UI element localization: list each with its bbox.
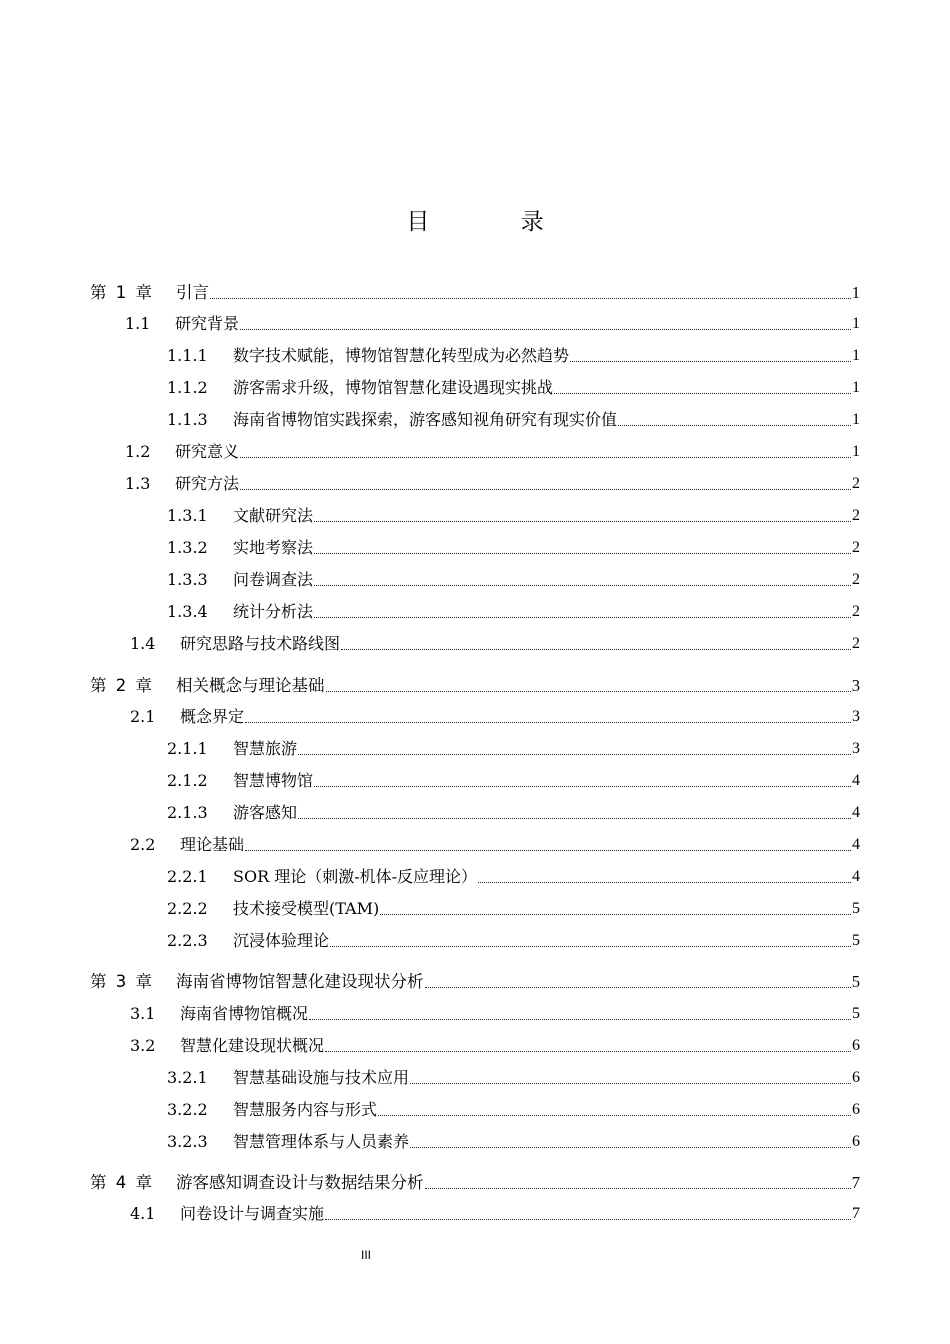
- toc-entry-number: 第 3 章: [90, 972, 152, 991]
- toc-entry-number: 2.1.1: [167, 739, 208, 758]
- toc-section-entry[interactable]: [130, 703, 860, 727]
- toc-entry-title: 智慧化建设现状概况: [180, 1036, 325, 1055]
- toc-section-entry[interactable]: [130, 1032, 860, 1056]
- dot-leader: [618, 424, 851, 426]
- toc-entry-title: 数字技术赋能，博物馆智慧化转型成为必然趋势: [233, 346, 570, 365]
- toc-entry-page: 5: [852, 932, 860, 949]
- toc-entry-title: 智慧博物馆: [233, 771, 314, 790]
- dot-leader: [245, 849, 851, 851]
- toc-entry-page: 2: [852, 603, 860, 620]
- toc-subsection-entry[interactable]: [167, 374, 860, 398]
- toc-entry-number: 1.3.2: [167, 538, 208, 557]
- toc-entry-title: 智慧服务内容与形式: [233, 1100, 378, 1119]
- toc-subsection-entry[interactable]: [167, 534, 860, 558]
- dot-leader: [240, 328, 851, 330]
- toc-entry-page: 7: [852, 1205, 860, 1222]
- toc-entry-number: 1.1: [125, 314, 151, 333]
- dot-leader: [330, 945, 851, 947]
- dot-leader: [298, 753, 851, 755]
- toc-entry-number: 2.2.3: [167, 931, 208, 950]
- toc-entry-title: 概念界定: [180, 707, 245, 726]
- toc-entry-page: 4: [852, 868, 860, 885]
- toc-subsection-entry[interactable]: [167, 1096, 860, 1120]
- toc-entry-page: 5: [851, 972, 860, 991]
- toc-subsection-entry[interactable]: [167, 598, 860, 622]
- toc-section-entry[interactable]: [130, 630, 860, 654]
- toc-entry-number: 2.1: [130, 707, 156, 726]
- dot-leader: [425, 986, 851, 988]
- toc-entry-page: 1: [852, 411, 860, 428]
- toc-entry-number: 1.3.4: [167, 602, 208, 621]
- dot-leader: [380, 913, 851, 915]
- toc-entry-page: 1: [852, 315, 860, 332]
- page-title: 目 录: [406, 209, 586, 235]
- toc-chapter-entry[interactable]: [90, 968, 860, 992]
- toc-entry-title: 研究背景: [175, 314, 240, 333]
- dot-leader: [240, 456, 851, 458]
- toc-subsection-entry[interactable]: [167, 927, 860, 951]
- toc-entry-page: 3: [852, 708, 860, 725]
- toc-entry-title: 海南省博物馆实践探索，游客感知视角研究有现实价值: [233, 410, 618, 429]
- toc-entry-title: 统计分析法: [233, 602, 314, 621]
- toc-entry-page: 3: [851, 676, 860, 695]
- toc-chapter-entry[interactable]: [90, 279, 860, 303]
- toc-entry-title: 智慧基础设施与技术应用: [233, 1068, 410, 1087]
- toc-entry-title: 引言: [176, 283, 209, 302]
- toc-entry-page: 5: [852, 1005, 860, 1022]
- toc-section-entry[interactable]: [130, 831, 860, 855]
- toc-entry-title: 问卷调查法: [233, 570, 314, 589]
- toc-subsection-entry[interactable]: [167, 895, 860, 919]
- dot-leader: [341, 648, 851, 650]
- dot-leader: [314, 520, 851, 522]
- dot-leader: [554, 392, 851, 394]
- toc-entry-number: 2.2.2: [167, 899, 208, 918]
- dot-leader: [240, 488, 851, 490]
- dot-leader: [210, 297, 851, 299]
- dot-leader: [326, 690, 851, 692]
- toc-entry-number: 第 2 章: [90, 676, 152, 695]
- toc-subsection-entry[interactable]: [167, 566, 860, 590]
- toc-entry-page: 6: [852, 1101, 860, 1118]
- toc-subsection-entry[interactable]: [167, 799, 860, 823]
- toc-entry-number: 1.1.2: [167, 378, 208, 397]
- toc-entry-number: 3.2.1: [167, 1068, 208, 1087]
- dot-leader: [570, 360, 851, 362]
- toc-entry-page: 2: [852, 507, 860, 524]
- toc-entry-title: 海南省博物馆概况: [180, 1004, 309, 1023]
- toc-subsection-entry[interactable]: [167, 1064, 860, 1088]
- toc-entry-number: 3.2.2: [167, 1100, 208, 1119]
- toc-subsection-entry[interactable]: [167, 342, 860, 366]
- toc-entry-title: 游客感知: [233, 803, 298, 822]
- toc-entry-title: 研究思路与技术路线图: [180, 634, 341, 653]
- toc-entry-page: 2: [852, 635, 860, 652]
- dot-leader: [314, 552, 851, 554]
- toc-entry-title: 技术接受模型(TAM): [233, 899, 380, 918]
- toc-entry-number: 4.1: [130, 1204, 156, 1223]
- toc-chapter-entry[interactable]: [90, 672, 860, 696]
- toc-entry-page: 6: [852, 1133, 860, 1150]
- toc-entry-page: 6: [852, 1069, 860, 1086]
- toc-entry-page: 5: [852, 900, 860, 917]
- toc-entry-page: 4: [852, 836, 860, 853]
- toc-entry-number: 2.2: [130, 835, 156, 854]
- toc-entry-number: 3.1: [130, 1004, 156, 1023]
- toc-subsection-entry[interactable]: [167, 735, 860, 759]
- dot-leader: [325, 1050, 851, 1052]
- toc-entry-page: 2: [852, 539, 860, 556]
- toc-entry-number: 1.3.3: [167, 570, 208, 589]
- toc-entry-title: 智慧管理体系与人员素养: [233, 1132, 410, 1151]
- toc-entry-title: 海南省博物馆智慧化建设现状分析: [176, 972, 424, 991]
- toc-entry-number: 第 1 章: [90, 283, 152, 302]
- toc-entry-title: 研究方法: [175, 474, 240, 493]
- toc-entry-page: 1: [851, 283, 860, 302]
- dot-leader: [314, 616, 851, 618]
- toc-section-entry[interactable]: [125, 310, 860, 334]
- dot-leader: [309, 1018, 851, 1020]
- toc-entry-number: 2.1.2: [167, 771, 208, 790]
- toc-entry-title: 文献研究法: [233, 506, 314, 525]
- toc-entry-title: SOR 理论（刺激-机体-反应理论）: [233, 867, 478, 886]
- dot-leader: [410, 1082, 851, 1084]
- toc-chapter-entry[interactable]: [90, 1169, 860, 1193]
- toc-entry-number: 3.2: [130, 1036, 156, 1055]
- dot-leader: [378, 1114, 851, 1116]
- toc-entry-number: 3.2.3: [167, 1132, 208, 1151]
- dot-leader: [425, 1187, 851, 1189]
- toc-entry-page: 1: [852, 347, 860, 364]
- dot-leader: [314, 785, 851, 787]
- toc-entry-title: 智慧旅游: [233, 739, 298, 758]
- toc-entry-page: 4: [852, 772, 860, 789]
- toc-section-entry[interactable]: [125, 470, 860, 494]
- toc-section-entry[interactable]: [130, 1000, 860, 1024]
- toc-entry-page: 1: [852, 443, 860, 460]
- toc-entry-number: 1.1.1: [167, 346, 208, 365]
- page-number: III: [360, 1248, 371, 1262]
- toc-entry-page: 4: [852, 804, 860, 821]
- toc-entry-title: 实地考察法: [233, 538, 314, 557]
- toc-entry-number: 1.1.3: [167, 410, 208, 429]
- toc-entry-page: 3: [852, 740, 860, 757]
- toc-entry-number: 1.2: [125, 442, 151, 461]
- toc-entry-number: 2.2.1: [167, 867, 208, 886]
- toc-entry-title: 游客需求升级，博物馆智慧化建设遇现实挑战: [233, 378, 554, 397]
- dot-leader: [245, 721, 851, 723]
- toc-entry-page: 2: [852, 571, 860, 588]
- toc-entry-title: 游客感知调查设计与数据结果分析: [176, 1173, 424, 1192]
- toc-entry-page: 1: [852, 379, 860, 396]
- toc-section-entry[interactable]: [130, 1200, 860, 1224]
- toc-entry-number: 1.4: [130, 634, 156, 653]
- toc-entry-page: 6: [852, 1037, 860, 1054]
- toc-entry-title: 问卷设计与调查实施: [180, 1204, 325, 1223]
- dot-leader: [478, 881, 851, 883]
- toc-subsection-entry[interactable]: [167, 502, 860, 526]
- toc-entry-number: 1.3: [125, 474, 151, 493]
- toc-entry-title: 沉浸体验理论: [233, 931, 330, 950]
- dot-leader: [410, 1146, 851, 1148]
- toc-subsection-entry[interactable]: [167, 767, 860, 791]
- toc-entry-number: 1.3.1: [167, 506, 208, 525]
- toc-subsection-entry[interactable]: [167, 863, 860, 887]
- toc-entry-title: 理论基础: [180, 835, 245, 854]
- toc-entry-page: 2: [852, 475, 860, 492]
- dot-leader: [314, 584, 851, 586]
- dot-leader: [325, 1218, 851, 1220]
- toc-entry-number: 2.1.3: [167, 803, 208, 822]
- toc-entry-title: 相关概念与理论基础: [176, 676, 325, 695]
- toc-subsection-entry[interactable]: [167, 406, 860, 430]
- toc-section-entry[interactable]: [125, 438, 860, 462]
- toc-entry-number: 第 4 章: [90, 1173, 152, 1192]
- toc-entry-title: 研究意义: [175, 442, 240, 461]
- dot-leader: [298, 817, 851, 819]
- toc-subsection-entry[interactable]: [167, 1128, 860, 1152]
- toc-entry-page: 7: [851, 1173, 860, 1192]
